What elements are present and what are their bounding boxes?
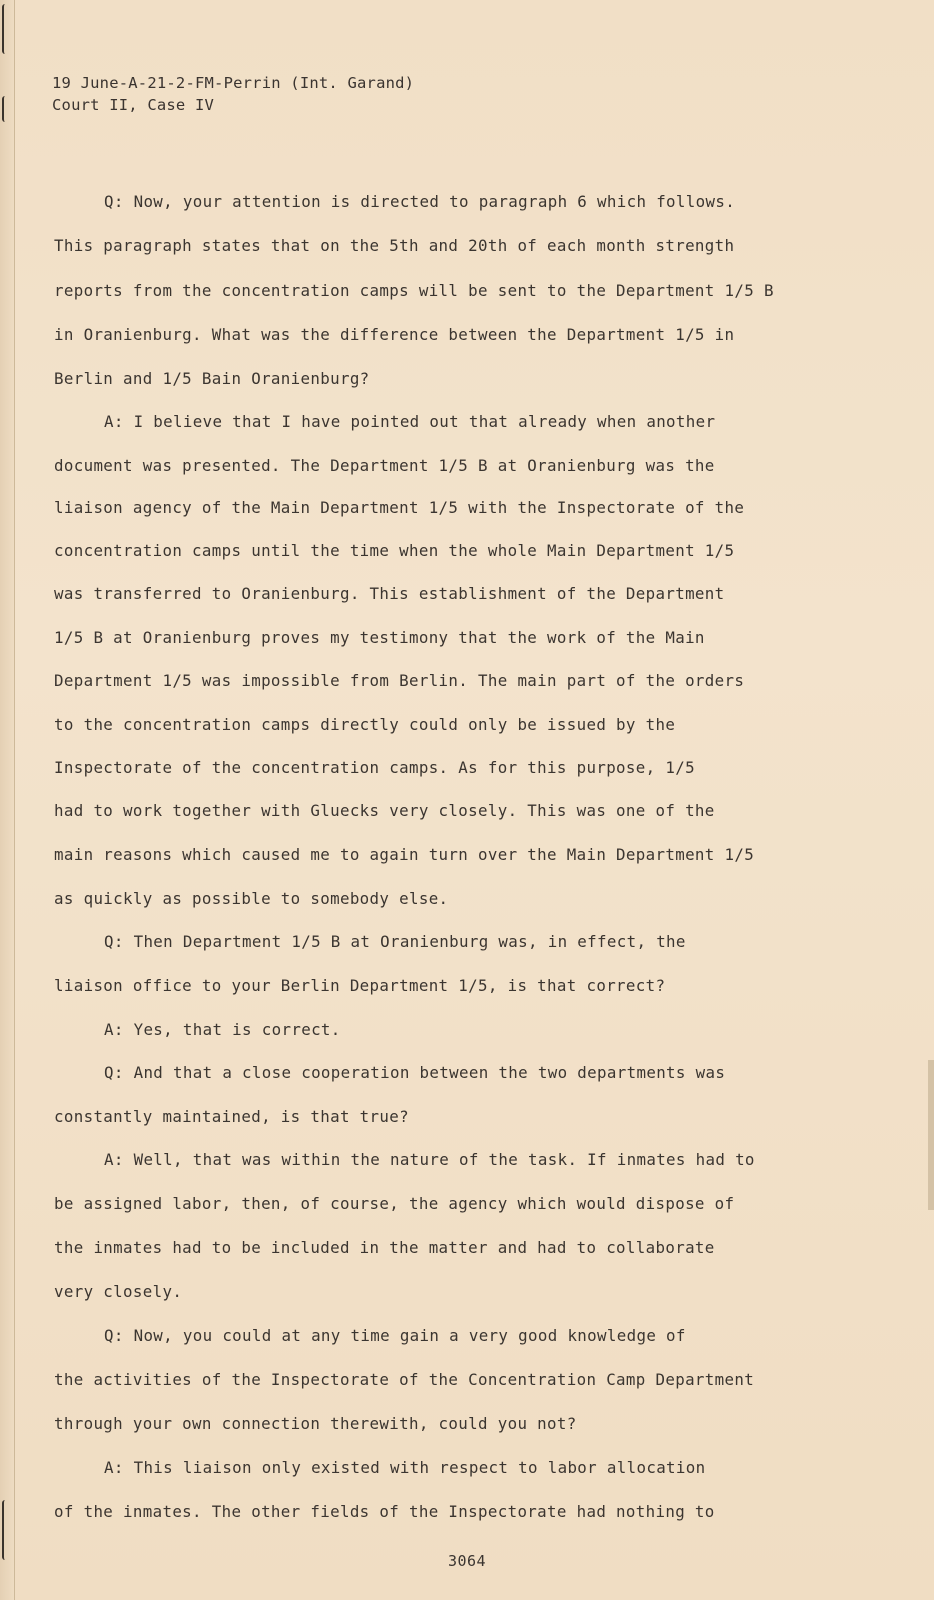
transcript-line: Q: Then Department 1/5 B at Oranienburg was, in effect, the	[104, 932, 686, 951]
transcript-line: Inspectorate of the concentration camps. As for this purpose, 1/5	[54, 758, 695, 777]
transcript-line: A: I believe that I have pointed out that already when another	[104, 412, 716, 431]
page-edge-shadow	[928, 1060, 934, 1210]
transcript-line: Q: Now, you could at any time gain a very good knowledge of	[104, 1326, 686, 1345]
transcript-line: constantly maintained, is that true?	[54, 1107, 409, 1126]
transcript-line: concentration camps until the time when the whole Main Department 1/5	[54, 541, 735, 560]
transcript-line: reports from the concentration camps will be sent to the Department 1/5 B	[54, 281, 774, 300]
transcript-line: Q: And that a close cooperation between the two departments was	[104, 1063, 726, 1082]
transcript-line: liaison office to your Berlin Department 1/5, is that correct?	[54, 976, 666, 995]
transcript-line: Q: Now, your attention is directed to paragraph 6 which follows.	[104, 192, 736, 211]
transcript-line: liaison agency of the Main Department 1/5 with the Inspectorate of the	[54, 498, 745, 517]
transcript-line: of the inmates. The other fields of the Inspectorate had nothing to	[54, 1502, 715, 1521]
transcript-line: the activities of the Inspectorate of the Concentration Camp Department	[54, 1370, 755, 1389]
transcript-line: This paragraph states that on the 5th and 20th of each month strength	[54, 236, 735, 255]
document-header	[52, 72, 414, 116]
transcript-line: through your own connection therewith, could you not?	[54, 1414, 577, 1433]
binding-edge	[0, 0, 15, 1600]
transcript-line: very closely.	[54, 1282, 183, 1301]
header-reference-line: 19 June-A-21-2-FM-Perrin (Int. Garand)	[52, 74, 415, 92]
transcript-line: had to work together with Gluecks very closely. This was one of the	[54, 801, 715, 820]
transcript-line: be assigned labor, then, of course, the agency which would dispose of	[54, 1194, 735, 1213]
transcript-line: 1/5 B at Oranienburg proves my testimony that the work of the Main	[54, 628, 705, 647]
transcript-line: document was presented. The Department 1/5 B at Oranienburg was the	[54, 456, 715, 475]
binding-mark	[2, 96, 12, 122]
binding-mark	[2, 4, 12, 54]
transcript-line: main reasons which caused me to again turn over the Main Department 1/5	[54, 845, 755, 864]
transcript-line: Department 1/5 was impossible from Berlin. The main part of the orders	[54, 671, 745, 690]
transcript-line: to the concentration camps directly could only be issued by the	[54, 715, 676, 734]
transcript-line: A: Well, that was within the nature of the task. If inmates had to	[104, 1150, 755, 1169]
transcript-line: A: Yes, that is correct.	[104, 1020, 341, 1039]
transcript-line: Berlin and 1/5 Bain Oranienburg?	[54, 369, 370, 388]
transcript-line: was transferred to Oranienburg. This establishment of the Department	[54, 584, 725, 603]
transcript-line: A: This liaison only existed with respect to labor allocation	[104, 1458, 706, 1477]
transcript-line: the inmates had to be included in the matter and had to collaborate	[54, 1238, 715, 1257]
page-number: 3064	[447, 1552, 487, 1570]
binding-mark	[2, 1500, 12, 1560]
header-court-line: Court II, Case IV	[52, 96, 215, 114]
transcript-line: as quickly as possible to somebody else.	[54, 889, 449, 908]
transcript-line: in Oranienburg. What was the difference between the Department 1/5 in	[54, 325, 735, 344]
